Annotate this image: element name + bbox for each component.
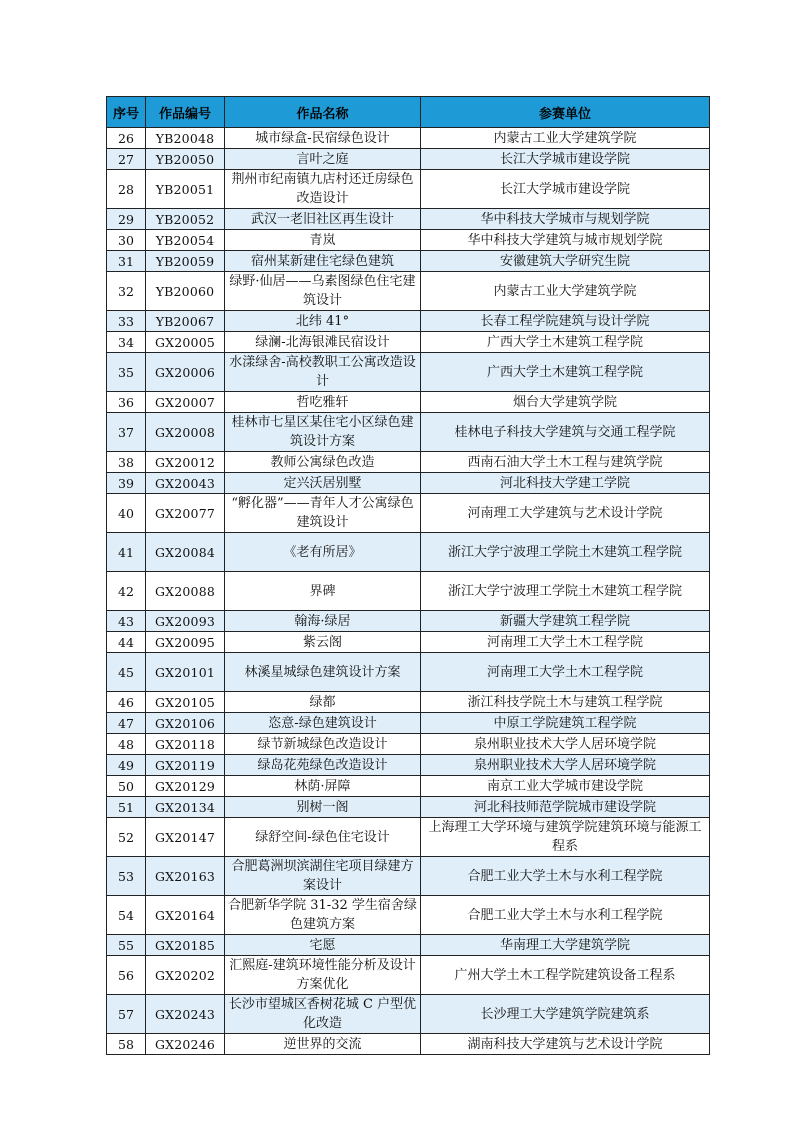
table-row — [107, 572, 710, 611]
row-title: 荆州市纪南镇九店村还迁房绿色改造设计 — [225, 170, 421, 209]
row-code: GX20008 — [146, 413, 225, 452]
row-index: 34 — [107, 332, 146, 353]
row-title: 城市绿盒-民宿绿色设计 — [225, 128, 421, 149]
table-row — [107, 653, 710, 692]
row-title: 水漾绿舍-高校教职工公寓改造设计 — [225, 353, 421, 392]
row-unit: 华中科技大学建筑与城市规划学院 — [421, 230, 710, 251]
table-row — [107, 935, 710, 956]
row-index: 49 — [107, 755, 146, 776]
table-body — [107, 128, 710, 1055]
row-index: 36 — [107, 392, 146, 413]
row-code: GX20095 — [146, 632, 225, 653]
row-code: YB20050 — [146, 149, 225, 170]
row-index: 42 — [107, 572, 146, 611]
row-code: GX20005 — [146, 332, 225, 353]
row-unit: 河南理工大学土木工程学院 — [421, 632, 710, 653]
row-unit: 桂林电子科技大学建筑与交通工程学院 — [421, 413, 710, 452]
row-unit: 长春工程学院建筑与设计学院 — [421, 311, 710, 332]
table-row — [107, 533, 710, 572]
row-unit: 浙江大学宁波理工学院土木建筑工程学院 — [421, 533, 710, 572]
row-title: 别树一阁 — [225, 797, 421, 818]
row-unit: 河南理工大学建筑与艺术设计学院 — [421, 494, 710, 533]
row-code: GX20129 — [146, 776, 225, 797]
row-unit: 烟台大学建筑学院 — [421, 392, 710, 413]
row-code: GX20106 — [146, 713, 225, 734]
row-title: “孵化器”——青年人才公寓绿色建筑设计 — [225, 494, 421, 533]
row-index: 55 — [107, 935, 146, 956]
row-title: 桂林市七星区某住宅小区绿色建筑设计方案 — [225, 413, 421, 452]
table-row — [107, 896, 710, 935]
row-index: 28 — [107, 170, 146, 209]
table-row — [107, 272, 710, 311]
row-title: 绿舒空间-绿色住宅设计 — [225, 818, 421, 857]
row-unit: 湖南科技大学建筑与艺术设计学院 — [421, 1034, 710, 1055]
row-index: 41 — [107, 533, 146, 572]
row-code: YB20054 — [146, 230, 225, 251]
row-index: 40 — [107, 494, 146, 533]
row-unit: 内蒙古工业大学建筑学院 — [421, 128, 710, 149]
header-unit: 参赛单位 — [421, 97, 710, 128]
row-unit: 合肥工业大学土木与水利工程学院 — [421, 896, 710, 935]
table-row — [107, 251, 710, 272]
row-code: GX20185 — [146, 935, 225, 956]
row-title: 北纬 41° — [225, 311, 421, 332]
row-code: GX20118 — [146, 734, 225, 755]
row-unit: 河南理工大学土木工程学院 — [421, 653, 710, 692]
row-title: 翰海·绿居 — [225, 611, 421, 632]
row-title: 合肥葛洲坝滨湖住宅项目绿建方案设计 — [225, 857, 421, 896]
row-code: GX20088 — [146, 572, 225, 611]
table-row — [107, 473, 710, 494]
table-row — [107, 413, 710, 452]
row-unit: 河北科技师范学院城市建设学院 — [421, 797, 710, 818]
row-title: 宅愿 — [225, 935, 421, 956]
row-index: 43 — [107, 611, 146, 632]
table-header-row — [107, 97, 710, 128]
row-index: 35 — [107, 353, 146, 392]
row-index: 29 — [107, 209, 146, 230]
table-row — [107, 452, 710, 473]
row-code: GX20101 — [146, 653, 225, 692]
row-title: 言叶之庭 — [225, 149, 421, 170]
row-code: GX20147 — [146, 818, 225, 857]
row-index: 54 — [107, 896, 146, 935]
table-row — [107, 632, 710, 653]
row-title: 青岚 — [225, 230, 421, 251]
document-page — [106, 96, 709, 1055]
row-index: 26 — [107, 128, 146, 149]
row-code: GX20043 — [146, 473, 225, 494]
row-unit: 上海理工大学环境与建筑学院建筑环境与能源工程系 — [421, 818, 710, 857]
row-unit: 华中科技大学城市与规划学院 — [421, 209, 710, 230]
header-title: 作品名称 — [225, 97, 421, 128]
row-title: 哲吃雅轩 — [225, 392, 421, 413]
row-title: 合肥新华学院 31-32 学生宿舍绿色建筑方案 — [225, 896, 421, 935]
row-unit: 河北科技大学建工学院 — [421, 473, 710, 494]
row-index: 44 — [107, 632, 146, 653]
row-title: 恣意-绿色建筑设计 — [225, 713, 421, 734]
row-index: 57 — [107, 995, 146, 1034]
row-index: 50 — [107, 776, 146, 797]
table-row — [107, 332, 710, 353]
row-unit: 中原工学院建筑工程学院 — [421, 713, 710, 734]
row-title: 长沙市望城区香树花城 C 户型优化改造 — [225, 995, 421, 1034]
row-unit: 广西大学土木建筑工程学院 — [421, 353, 710, 392]
table-row — [107, 209, 710, 230]
row-index: 31 — [107, 251, 146, 272]
table-row — [107, 392, 710, 413]
row-code: GX20077 — [146, 494, 225, 533]
row-code: YB20067 — [146, 311, 225, 332]
row-title: 武汉一老旧社区再生设计 — [225, 209, 421, 230]
row-index: 53 — [107, 857, 146, 896]
row-index: 48 — [107, 734, 146, 755]
row-unit: 泉州职业技术大学人居环境学院 — [421, 755, 710, 776]
row-title: 绿澜-北海银滩民宿设计 — [225, 332, 421, 353]
row-code: YB20060 — [146, 272, 225, 311]
row-unit: 长江大学城市建设学院 — [421, 149, 710, 170]
row-index: 27 — [107, 149, 146, 170]
row-code: GX20119 — [146, 755, 225, 776]
row-index: 37 — [107, 413, 146, 452]
row-title: 紫云阁 — [225, 632, 421, 653]
row-title: 林溪星城绿色建筑设计方案 — [225, 653, 421, 692]
row-index: 33 — [107, 311, 146, 332]
row-unit: 西南石油大学土木工程与建筑学院 — [421, 452, 710, 473]
row-unit: 内蒙古工业大学建筑学院 — [421, 272, 710, 311]
row-code: GX20006 — [146, 353, 225, 392]
row-code: GX20007 — [146, 392, 225, 413]
row-code: GX20134 — [146, 797, 225, 818]
row-code: GX20202 — [146, 956, 225, 995]
row-unit: 泉州职业技术大学人居环境学院 — [421, 734, 710, 755]
row-code: GX20105 — [146, 692, 225, 713]
row-title: 绿都 — [225, 692, 421, 713]
table-row — [107, 230, 710, 251]
row-index: 38 — [107, 452, 146, 473]
row-title: 绿野·仙居——乌素图绿色住宅建筑设计 — [225, 272, 421, 311]
row-index: 46 — [107, 692, 146, 713]
row-unit: 安徽建筑大学研究生院 — [421, 251, 710, 272]
table-row — [107, 734, 710, 755]
table-row — [107, 713, 710, 734]
table-row — [107, 857, 710, 896]
row-code: GX20246 — [146, 1034, 225, 1055]
header-code: 作品编号 — [146, 97, 225, 128]
table-row — [107, 170, 710, 209]
table-row — [107, 692, 710, 713]
row-index: 45 — [107, 653, 146, 692]
row-code: YB20059 — [146, 251, 225, 272]
table-row — [107, 956, 710, 995]
row-title: 绿节新城绿色改造设计 — [225, 734, 421, 755]
row-unit: 浙江大学宁波理工学院土木建筑工程学院 — [421, 572, 710, 611]
row-unit: 长沙理工大学建筑学院建筑系 — [421, 995, 710, 1034]
row-code: GX20163 — [146, 857, 225, 896]
table-row — [107, 818, 710, 857]
row-code: YB20048 — [146, 128, 225, 149]
table-row — [107, 611, 710, 632]
row-title: 教师公寓绿色改造 — [225, 452, 421, 473]
table-row — [107, 353, 710, 392]
table-row — [107, 797, 710, 818]
row-index: 58 — [107, 1034, 146, 1055]
row-code: YB20052 — [146, 209, 225, 230]
row-index: 47 — [107, 713, 146, 734]
row-title: 绿岛花苑绿色改造设计 — [225, 755, 421, 776]
row-unit: 浙江科技学院土木与建筑工程学院 — [421, 692, 710, 713]
row-unit: 新疆大学建筑工程学院 — [421, 611, 710, 632]
row-code: GX20243 — [146, 995, 225, 1034]
table-row — [107, 494, 710, 533]
row-code: GX20012 — [146, 452, 225, 473]
row-unit: 南京工业大学城市建设学院 — [421, 776, 710, 797]
table-row — [107, 995, 710, 1034]
row-title: 逆世界的交流 — [225, 1034, 421, 1055]
row-code: GX20164 — [146, 896, 225, 935]
row-title: 《老有所居》 — [225, 533, 421, 572]
row-index: 32 — [107, 272, 146, 311]
table-row — [107, 311, 710, 332]
row-unit: 广州大学土木工程学院建筑设备工程系 — [421, 956, 710, 995]
row-unit: 广西大学土木建筑工程学院 — [421, 332, 710, 353]
table-row — [107, 755, 710, 776]
row-index: 30 — [107, 230, 146, 251]
row-index: 39 — [107, 473, 146, 494]
row-title: 定兴沃居别墅 — [225, 473, 421, 494]
row-unit: 长江大学城市建设学院 — [421, 170, 710, 209]
row-index: 52 — [107, 818, 146, 857]
row-code: YB20051 — [146, 170, 225, 209]
row-unit: 华南理工大学建筑学院 — [421, 935, 710, 956]
table-row — [107, 149, 710, 170]
row-unit: 合肥工业大学土木与水利工程学院 — [421, 857, 710, 896]
entries-table — [106, 96, 710, 1055]
header-index: 序号 — [107, 97, 146, 128]
row-title: 宿州某新建住宅绿色建筑 — [225, 251, 421, 272]
table-row — [107, 128, 710, 149]
table-row — [107, 1034, 710, 1055]
row-index: 56 — [107, 956, 146, 995]
row-index: 51 — [107, 797, 146, 818]
row-code: GX20093 — [146, 611, 225, 632]
row-title: 林荫·屏障 — [225, 776, 421, 797]
row-title: 汇熙庭-建筑环境性能分析及设计方案优化 — [225, 956, 421, 995]
row-code: GX20084 — [146, 533, 225, 572]
row-title: 界碑 — [225, 572, 421, 611]
table-row — [107, 776, 710, 797]
